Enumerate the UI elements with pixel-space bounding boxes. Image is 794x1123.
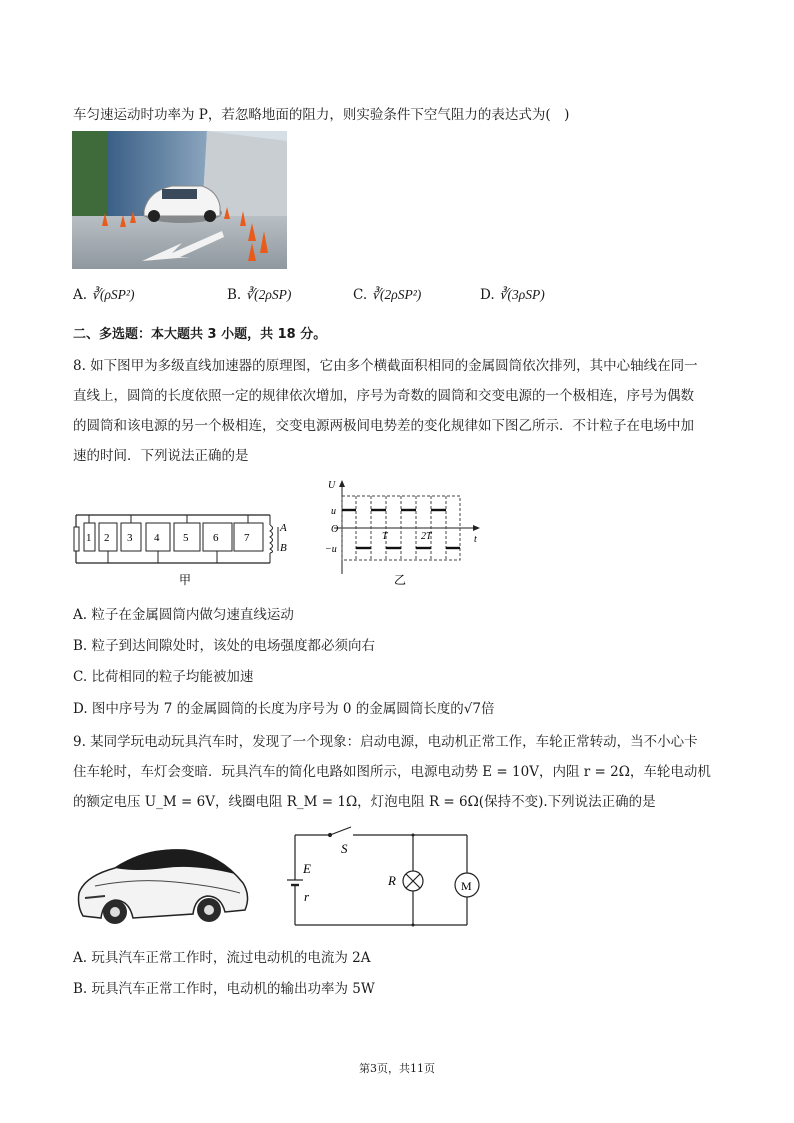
q9-option-a[interactable]: A. 玩具汽车正常工作时，流过电动机的电流为 2A [73, 950, 371, 966]
q7-option-b[interactable]: B. ∛(2ρSP) [227, 287, 292, 303]
u-pos-label: u [331, 506, 336, 517]
x-axis-label: t [474, 534, 477, 545]
tube-label-4: 4 [154, 532, 160, 544]
q8-option-d[interactable]: D. 图中序号为 7 的金属圆筒的长度为序号为 0 的金属圆筒长度的√7倍 [73, 701, 495, 717]
q7-option-d[interactable]: D. ∛(3ρSP) [480, 287, 545, 303]
switch-label: S [341, 841, 348, 856]
q8-stem-line-3: 的圆筒和该电源的另一个极相连，交变电源两极间电势差的变化规律如下图乙所示．不计粒子在电场中加 [73, 418, 694, 434]
toy-car-image [75, 838, 255, 928]
tube-label-2: 2 [104, 532, 110, 544]
lamp-label: R [388, 873, 396, 888]
voltage-waveform-graph [322, 476, 482, 588]
fig-yi-caption: 乙 [394, 573, 407, 587]
page-number-footer: 第3页，共11页 [359, 1062, 435, 1075]
tube-label-6: 6 [213, 532, 219, 544]
motor-label: M [461, 879, 472, 893]
q7-stem-tail: 车匀速运动时功率为 P，若忽略地面的阻力，则实验条件下空气阻力的表达式为( ) [73, 107, 570, 123]
origin-label: O [331, 524, 339, 535]
q8-stem-line-4: 速的时间．下列说法正确的是 [73, 448, 249, 464]
y-axis-label: U [328, 480, 336, 491]
q9-stem-line-1: 9. 某同学玩电动玩具汽车时，发现了一个现象：启动电源，电动机正常工作，车轮正常转动，当不小心卡 [73, 734, 698, 750]
q8-option-c[interactable]: C. 比荷相同的粒子均能被加速 [73, 669, 254, 685]
tube-label-3: 3 [127, 532, 133, 544]
q8-stem-line-1: 8. 如下图甲为多级直线加速器的原理图，它由多个横截面积相同的金属圆筒依次排列，其中心轴线在同一 [73, 358, 698, 374]
q9-stem-line-3: 的额定电压 U_M = 6V，线圈电阻 R_M = 1Ω，灯泡电阻 R = 6Ω(保持不变).下列说法正确的是 [73, 794, 656, 810]
q9-stem-line-2: 住车轮时，车灯会变暗．玩具汽车的简化电路如图所示，电源电动势 E = 10V，内阻 r = 2Ω，车轮电动机 [73, 764, 711, 780]
tube-label-1: 1 [86, 532, 92, 544]
tick-2t-label: 2T [421, 531, 432, 542]
q7-option-c[interactable]: C. ∛(2ρSP²) [353, 287, 422, 303]
tick-t-label: T [382, 531, 388, 542]
section-heading: 二、多选题：本大题共 3 小题，共 18 分。 [73, 327, 327, 342]
q8-stem-line-2: 直线上，圆筒的长度依照一定的规律依次增加，序号为奇数的圆筒和交变电源的一个极相连，序号为偶数 [73, 388, 694, 404]
circuit-diagram [285, 825, 480, 930]
car-wind-tunnel-image [72, 131, 287, 269]
pole-a-label: A [280, 522, 287, 534]
u-neg-label: −u [325, 544, 337, 555]
q9-option-b[interactable]: B. 玩具汽车正常工作时，电动机的输出功率为 5W [73, 981, 375, 997]
tube-label-5: 5 [183, 532, 189, 544]
pole-b-label: B [280, 542, 287, 554]
q7-option-a[interactable]: A. ∛(ρSP²) [73, 287, 135, 303]
q8-option-b[interactable]: B. 粒子到达间隙处时，该处的电场强度都必须向右 [73, 638, 376, 654]
fig-jia-caption: 甲 [179, 573, 192, 587]
accelerator-diagram [72, 505, 302, 590]
internal-resistance-label: r [304, 889, 310, 904]
q8-option-a[interactable]: A. 粒子在金属圆筒内做匀速直线运动 [73, 607, 294, 623]
tube-label-7: 7 [244, 532, 250, 544]
emf-label: E [303, 861, 311, 876]
